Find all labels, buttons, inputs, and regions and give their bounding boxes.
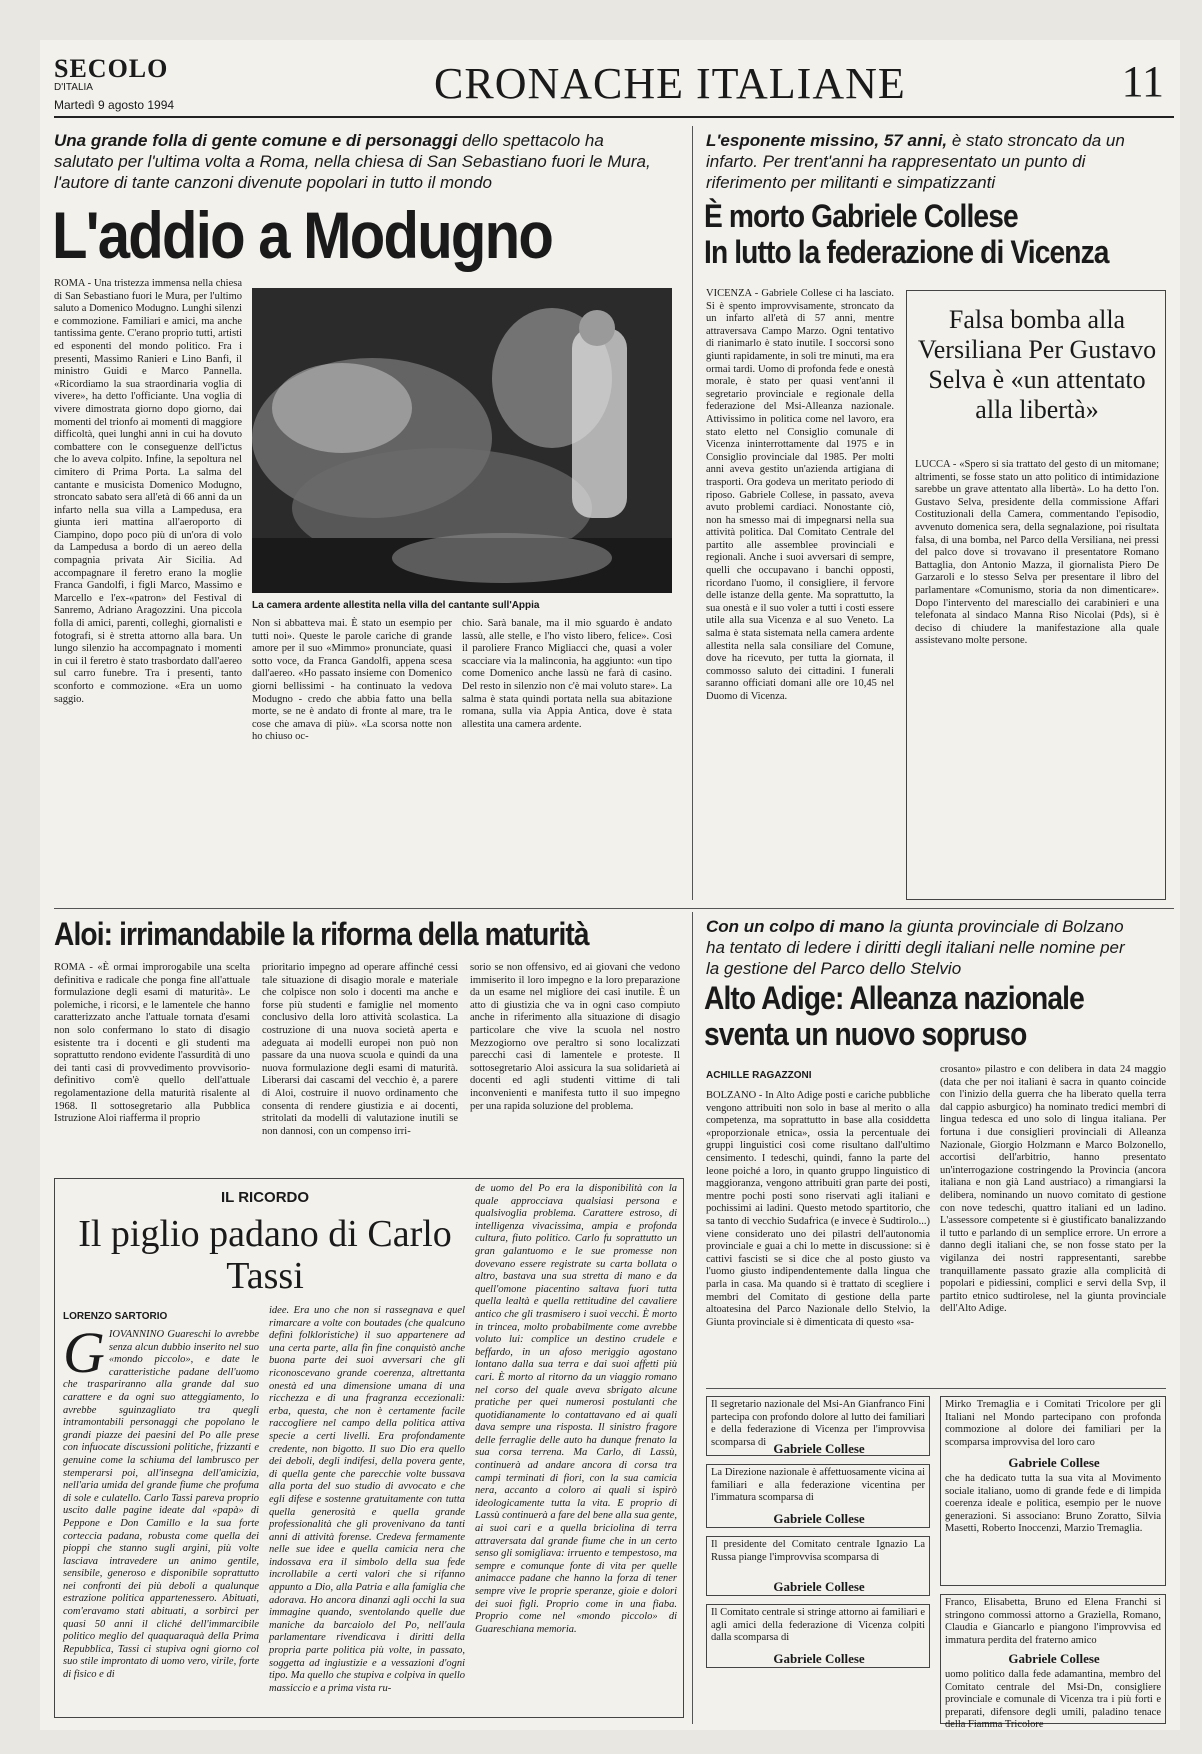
notice-direzione: La Direzione nazionale è affettuosamente vicina ai familiari e alla federazione vicentina per l'immatura scomparsa di Gabriele Collese <box>706 1464 930 1528</box>
selva-box <box>906 290 1166 900</box>
altoadige-byline: ACHILLE RAGAZZONI <box>706 1070 812 1081</box>
collese-kicker: L'esponente missino, 57 anni, è stato stroncato da un infarto. Per trent'anni ha rappresentato un punto di riferimento per militanti e simpatizzanti <box>706 131 1125 192</box>
notice-comitato-name: Gabriele Collese <box>773 1651 865 1666</box>
issue-date: Martedì 9 agosto 1994 <box>54 98 175 112</box>
altoadige-kicker: Con un colpo di mano la giunta provinciale di Bolzano ha tentato di ledere i diritti degli italiani nelle nomine per la gestione del Parco dello Stelvio <box>706 917 1125 978</box>
masthead <box>54 48 1174 118</box>
column-divider <box>692 126 693 900</box>
page-number: 11 <box>1121 57 1164 106</box>
modugno-col-2: Non si abbatteva mai. È stato un esempio per tutti noi». Queste le parole cariche di grande amore per il suo «Mimmo» pronunciate, quasi sotto voce, da Franca Gandolfi, appena scesa dall'aereo. «Ho passato insieme con Domenico giorni bellissimi - ha continuato la vedova Modugno - credo che abbia fatto una bella morte, se ne è andato di fronte al mare, tra le cose che amava di più». «La scorsa notte non ho chiuso oc- <box>252 618 452 743</box>
modugno-headline: L'addio a Modugno <box>52 198 553 272</box>
notice-larussa: Il presidente del Comitato centrale Ignazio La Russa piange l'improvvisa scomparsa di Gabriele Collese <box>706 1536 930 1596</box>
tassi-tag: IL RICORDO <box>220 1189 310 1206</box>
tassi-dropcap: G <box>63 1320 105 1385</box>
modugno-photo <box>252 288 672 593</box>
newspaper-logo-sub: D'ITALIA <box>54 82 93 93</box>
notice-tremaglia: Mirko Tremaglia e i Comitati Tricolore per gli Italiani nel Mondo partecipano con profonda commozione al dolore dei familiari per la scomparsa improvvisa del loro caro Gabriele Collese che ha dedicato tutta la sua vita al Movimento sociale italiano, uomo di grande fede e di limpida coerenza ideale e politica, esempio per le nuove generazioni. Si associano: Bruno Zoratto, Silvia Masetti, Roberto Inoccenzi, Marzio Tremaglia. <box>940 1396 1166 1586</box>
aloi-headline: Aloi: irrimandabile la riforma della maturità <box>54 916 589 952</box>
newspaper-logo: SECOLO <box>54 54 169 83</box>
notice-franchi: Franco, Elisabetta, Bruno ed Elena Franchi si stringono commossi attorno a Graziella, Romano, Claudia e Giancarlo e piangono l'improvvisa ed immatura perdita del fraterno amico Gabriele Collese uomo politico dalla fede adamantina, membro del Comitato centrale del Msi-Dn, consigliere provinciale e comunale di Vicenza tra i più forti e preparati, difensore degli umili, paladino tenace della Fiamma Tricolore <box>940 1594 1166 1724</box>
collese-body: VICENZA - Gabriele Collese ci ha lasciato. Si è spento improvvisamente, stroncato da un infarto all'età di 57 anni, mentre attraversava Campo Marzo. Ogni tentativo di rianimarlo è stato inutile. I soccorsi sono giunti rapidamente, in soli tre minuti, ma era ormai tardi. Uomo di profonda fede e onestà morale, è stato per quasi vent'anni il segretario provinciale e regionale della federazione del Msi-Alleanza nazionale. Attivissimo in politica come nel lavoro, era stato eletto nel Consiglio comunale di Vicenza ininterrottamente dal 1975 e in Consiglio provinciale dal 1985. Per molti anni aveva gestito un'azienda artigiana di trasporti. Ora godeva un meritato periodo di riposo. Gabriele Collese, in passato, aveva avuto problemi cardiaci. Nonostante ciò, non ha smesso mai di impegnarsi nella sua attività politica. Dal Comitato Centrale del partito alle assemblee provinciali e regionali. Anche i suoi avversari di sempre, quelli che occupavano i banchi opposti, ricordano l'uomo, il consigliere, il fervore delle istanze della gente. Ma soprattutto, la sua onestà e il suo voler a tutti i costi essere utile alla sua Vicenza e al suo Veneto. La salma è stata sistemata nella camera ardente allestita nella sala consiliare del Comune, dove ha ricevuto, per tutta la giornata, il commosso saluto dei cittadini. I funerali saranno officiati domani alle ore 10,45 nel Duomo di Vicenza. <box>706 288 894 702</box>
tassi-byline: LORENZO SARTORIO <box>63 1311 168 1322</box>
notice-larussa-name: Gabriele Collese <box>773 1579 865 1594</box>
altoadige-col-1: BOLZANO - In Alto Adige posti e cariche pubbliche vengono attribuiti non solo in base al merito o alla competenza, ma soprattutto in base alla cosiddetta «proporzionale etnica», ossia la percentuale dei gruppi linguistici così come risultano dall'ultimo censimento. I tedeschi, quindi, fanno la parte del leone poiché a loro, in quanto gruppo linguistico di maggioranza, vengono attribuiti gran parte dei posti, mentre pochi posti sono riservati agli italiani e pochissimi ai ladini. Questo metodo spartitorio, che sa tanto di vecchio Sudafrica (e invece è Sudtirolo...) viene considerato uno dei pilastri dell'autonomia provinciale e guai a chi lo mette in discussione: si è cattivi fascisti se si dice che al posto giusto va l'uomo giusto indipendentemente dalla lingua che parla in casa. Ma quando si è trattato di scegliere i membri del Comitato di gestione della parte altoatesina del Parco Nazionale dello Stelvio, la Giunta provinciale si è dimenticata di questo «sa- <box>706 1090 930 1328</box>
aloi-col-3: sorio se non offensivo, ed ai giovani che vedono immiserito il loro impegno e la loro preparazione da un esame nel migliore dei casi inutile. È un atto di giustizia che va in ogni caso compiuto anche in riferimento alla situazione di disagio particolare che vive la scuola nel nostro Mezzogiorno ove peraltro si sono localizzati parecchi casi di lamentele e proteste. Il sottosegretario Aloi assicura la sua solidarietà ai docenti ed agli studenti vittime di tali inconvenienti e manifesta tutto il suo impegno per una rapida soluzione del problema. <box>470 962 680 1112</box>
section-divider <box>54 908 1174 909</box>
tassi-col-2: idee. Era uno che non si rassegnava e quel rimarcare a volte con boutades (che qualcuno definì folkloristiche) il suo appartenere ad una certa parte, alla fin fine conquistò anche buona parte dei suoi avversari che gli riconoscevano grande coerenza, altrettanta onestà ed una dimensione umana di una ricchezza e di una fragranza eccezionali: erba, questa, che non è certamente facile raccogliere nel campo della politica attiva specie a certi livelli. Era profondamente credente, non bigotto. Il suo Dio era quello dei deboli, degli indifesi, della povera gente, di quella gente che parecchie volte bussava alla porta del suo studio di avvocato e che egli difese e sostenne gratuitamente con tutta quella generosità e quella grande professionalità che gli provenivano da tanti anni di attività forense. Credeva fermamente nelle sue idee e quella camicia nera che indossava era il simbolo della sua fede incrollabile a certi valori che si rifanno appunto a Dio, alla Patria e alla famiglia che adorava. Ho ancora dinanzi agli occhi la sua immagine quando, sventolando quelle due maniche da barcaiolo del Po, nell'aula parlamentare rivendicava i diritti della propria parte politica più volte, in passato, soggetta ad ingiustizie e a vessazioni d'ogni tipo. Ma quello che stupiva e colpiva in quello massiccio e a prima vista ru- <box>269 1305 465 1694</box>
collese-headline-2: In lutto la federazione di Vicenza <box>704 234 1109 270</box>
tassi-col-1: GIOVANNINO Guareschi lo avrebbe senza alcun dubbio inserito nel suo «mondo piccolo», e date le caratteristiche padane dell'uomo che traspariranno alla grande dal suo carattere e da ogni suo atteggiamento, lo avrebbe sguinzagliato tra quegli intramontabili personaggi che popolano le grandi piazze dei paesini del Po alle prese con infuocate discussioni politiche, frizzanti e genuine come la schiuma del lambrusco per stemperarsi poi, all'insegna dell'amicizia, nell'aria umida del grande fiume che profuma di sole e culatello. Carlo Tassi pareva proprio uscito dalle pagine ideate dal «papà» di Peppone e Don Camillo e la sua forte corteccia padana, robusta come quella dei pioppi che stanno sugli argini, più volte lasciava intravedere un animo gentile, sensibile, generoso e disponibile soprattutto nei confronti dei più deboli a qualunque estrazione politica appartenessero. Abituati, com'eravamo stati abituati, a sorbirci per quasi 50 anni il cliché dell'immarcibile politico meglio del quaquaraquà della Prima Repubblica, Tassi ci stupiva ogni giorno col suo stile improntato di uomo vero, virile, forte di fisico e di <box>63 1320 259 1681</box>
selva-body: LUCCA - «Spero si sia trattato del gesto di un mitomane; altrimenti, se fosse stato un atto politico di intimidazione sarebbe un grave attentato alla libertà». Lo ha detto l'on. Gustavo Selva, presidente della commissione Affari Costituzionali della Camera, commentando l'episodio, avvenuto domenica sera, della segnalazione, poi risultata falsa, di una bomba, nel Parco della Versiliana, nei pressi del palco dove si trovavano il presentatore Romano Battaglia, don Antonio Mazza, il giornalista Piero De Garzaroli e lo stesso Selva per presentare il libro del parlamentare «Comunismo, storia da non dimenticare». Dopo l'intervento del maresciallo dei carabinieri e una telefonata al sindaco Manna Riso Nicolai (Pds), si è deciso di chiudere la manifestazione alla quale assistevano molte persone. <box>915 459 1159 647</box>
modugno-col-3: chio. Sarà banale, ma il mio sguardo è andato lassù, alle stelle, e l'ho visto libero, felice». Così il paroliere Franco Migliacci che, quasi a voler scacciare via la malinconia, ha aggiunto: «un tipo come Domenico anche lassù ne farà di casino. Del resto in silenzio non c'è mai voluto stare». La salma è stata quindi portata nella sua abitazione romana, sulla via Appia Antica, dove è stata allestita una camera ardente. <box>462 618 672 730</box>
aloi-col-1: ROMA - «È ormai improrogabile una scelta definitiva e radicale che ponga fine all'attuale formulazione degli esami di maturità». Le polemiche, i ricorsi, e le lamentele che hanno caratterizzato anche l'attuale tornata d'esami non solo confermano lo stato di disagio esistente tra i docenti e gli studenti ma soprattutto rendono evidente l'assurdità di uno dei tanti casi di provvedimento provvisorio-definitivo com'è quello dell'attuale regolamentazione della maturità risalente al 1968. Il sottosegretario alla Pubblica Istruzione Aloi riafferma il proprio <box>54 962 250 1125</box>
notice-direzione-name: Gabriele Collese <box>773 1511 865 1526</box>
selva-headline: Falsa bomba alla Versiliana Per Gustavo Selva è «un attentato alla libertà» <box>917 305 1157 424</box>
notices-divider <box>706 1388 1166 1389</box>
tassi-col-3: de uomo del Po era la disponibilità con la quale approcciava qualsiasi persona e qualsivoglia problema. Carattere estroso, di intelligenza vivacissima, ampia e profonda cultura, fiuto politico. Carlo fu soprattutto un gran galantuomo e le sue promesse non dovevano essere registrate su carta bollata o altro, bastava una sua stretta di mano e da quell'omone piacentino saltava fuori tutta quella lealtà e quella rettitudine del cavaliere antico che gli trasmisero i suoi vecchi. È morto in trincea, molto probabilmente come avrebbe voluto lui: complice un destino crudele e beffardo, in un afoso meriggio agostano lontano dalla sua terra e dai suoi affetti più cari. È morto al ritorno da un viaggio romano nel corso del quale aveva sbrigato alcune pratiche per quei numerosi postulanti che quotidianamente lo contattavano ed ai quali dava sempre una risposta. Il sinistro fragore delle ferraglie delle auto ha dunque frenato la sua corsa terrena. Ma Carlo, di Lassù, continuerà ad andare ancora di corsa tra campi terminati di fiori, con la sua camicia nera, accanto a coloro ai quali si ispirò ideologicamente tutta la vita. E proprio di Lassù continuerà a fare del bene alla sua gente, ai suoi cari e a quella briciolina di terra attraversata dal grande fiume che in un certo senso gli somigliava: irruento e tempestoso, ma sempre e comunque fonte di vita per quelle animacce padane che hanno la forza di tener sempre vive le proprie speranze, gioie e dolori dei suoi figli. Proprio come in una fiaba. Proprio come nel «mondo piccolo» di Guareschiana memoria. <box>475 1183 677 1635</box>
tassi-box <box>54 1178 684 1718</box>
aloi-col-2: prioritario impegno ad operare affinché cessi tale situazione di disagio morale e materiale che colpisce non solo i docenti ma anche e forse più studenti e famiglie nel momento conclusivo della loro attività scolastica. La costruzione di una nuova società aperta e adeguata ai modelli europei non può non passare da una nuova scuola e quindi da una nuova formulazione degli esami di maturità. Liberarsi dai cascami del vecchio è, a parere di Aloi, costruire il nuovo ordinamento che consenta di rendere giustizia e ai docenti, stritolati da modelli di valutazione inutili se non dannosi, con un compenso irri- <box>262 962 458 1137</box>
tassi-headline: Il piglio padano di Carlo Tassi <box>78 1213 452 1297</box>
altoadige-headline-2: sventa un nuovo sopruso <box>704 1016 1027 1052</box>
section-title: CRONACHE ITALIANE <box>434 59 906 108</box>
modugno-col-1: ROMA - Una tristezza immensa nella chiesa di San Sebastiano fuori le Mura, per l'ultimo saluto a Domenico Modugno. Lunghi silenzi e commozione. Familiari e amici, ma anche tantissima gente. C'erano proprio tutti, artisti ed esponenti del mondo politico. Fra i presenti, Massimo Ranieri e Lino Banfi, il ministro Guidi e Marco Pannella. «Ricordiamo la sua straordinaria voglia di vivere», ha detto l'officiante. Una voglia di vivere dimostrata giorno dopo giorno, dai momenti del trionfo ai momenti di maggiore difficoltà, quei lunghi anni in cui ha dovuto combattere con le conseguenze dell'ictus che lo aveva colpito. Infine, la sepoltura nel cimitero di Prima Porta. La salma del cantante e musicista Domenico Modugno, stroncato sabato sera all'età di 66 anni da un infarto nella sua villa a Lampedusa, era giunta ieri mattina all'aeroporto di Ciampino, dopo poco più di un'ora di volo da Lampedusa a bordo di un aereo della compagnia privata Air Sicilia. Ad accompagnare il feretro erano la moglie Franca Gandolfi, i figli Marco, Massimo e Marcello e l'ex-«patron» del Festival di Sanremo, Adriano Aragozzini. Una piccola folla di amici, parenti, colleghi, giornalisti e fotografi, si è stretta attorno alla bara. Un lungo silenzio ha accompagnato i momenti in cui il feretro è stato trasbordato dall'aereo sul carro funebre. Tra i presenti, tanto sconforto e commozione. «Era un uomo saggio. <box>54 278 242 705</box>
funeral-scene-image <box>252 288 672 593</box>
column-divider-lower <box>692 912 693 1724</box>
modugno-photo-caption: La camera ardente allestita nella villa del cantante sull'Appia <box>252 600 540 611</box>
collese-headline-1: È morto Gabriele Collese <box>704 198 1018 234</box>
altoadige-headline-1: Alto Adige: Alleanza nazionale <box>704 980 1084 1016</box>
altoadige-col-2: crosanto» pilastro e con delibera in data 24 maggio (data che per noi italiani è sacra in quanto coincide con l'inizio della guerra che ha liberato quella terra dal cappio asburgico) ha nominato tredici membri di lingua tedesca ed uno solo di lingua italiana. Per fortuna i due consiglieri provinciali di Alleanza Nazionale, Giorgio Holzmann e Marco Bolzonello, accortisi dell'arbitrio, hanno presentato un'interrogazione costringendo la Provincia (ancora italiana e non già Land austriaco) a rimangiarsi la delibera, nominando un nuovo comitato di gestione con nove tedeschi, quattro italiani ed un ladino. L'assessore competente si è giustificato banalizzando il tutto e parlando di un semplice errore. Un errore a danno degli italiani che, se non fosse stato per la vigilanza dei nostri rappresentanti, sarebbe tranquillamente passato grazie alla complicità di popolari e pidiessini, complici e servi della Svp, il partito etnico sudtirolese, nel la giunta provinciale dell'Alto Adige. <box>940 1064 1166 1315</box>
notice-franchi-name: Gabriele Collese <box>1008 1651 1100 1666</box>
newspaper-page <box>40 40 1180 1730</box>
modugno-kicker: Una grande folla di gente comune e di personaggi dello spettacolo ha salutato per l'ultima volta a Roma, nella chiesa di San Sebastiano fuori le Mura, l'autore di tante canzoni divenute popolari in tutto il mondo <box>54 131 651 192</box>
notice-fini-name: Gabriele Collese <box>773 1441 865 1456</box>
notice-comitato: Il Comitato centrale si stringe attorno ai familiari e agli amici della federazione di Vicenza colpiti dalla scomparsa di Gabriele Collese <box>706 1604 930 1668</box>
notice-fini: Il segretario nazionale del Msi-An Gianfranco Fini partecipa con profondo dolore al lutto dei familiari e della federazione di Vicenza per l'improvvisa scomparsa di Gabriele Collese <box>706 1396 930 1456</box>
notice-tremaglia-name: Gabriele Collese <box>1008 1455 1100 1470</box>
